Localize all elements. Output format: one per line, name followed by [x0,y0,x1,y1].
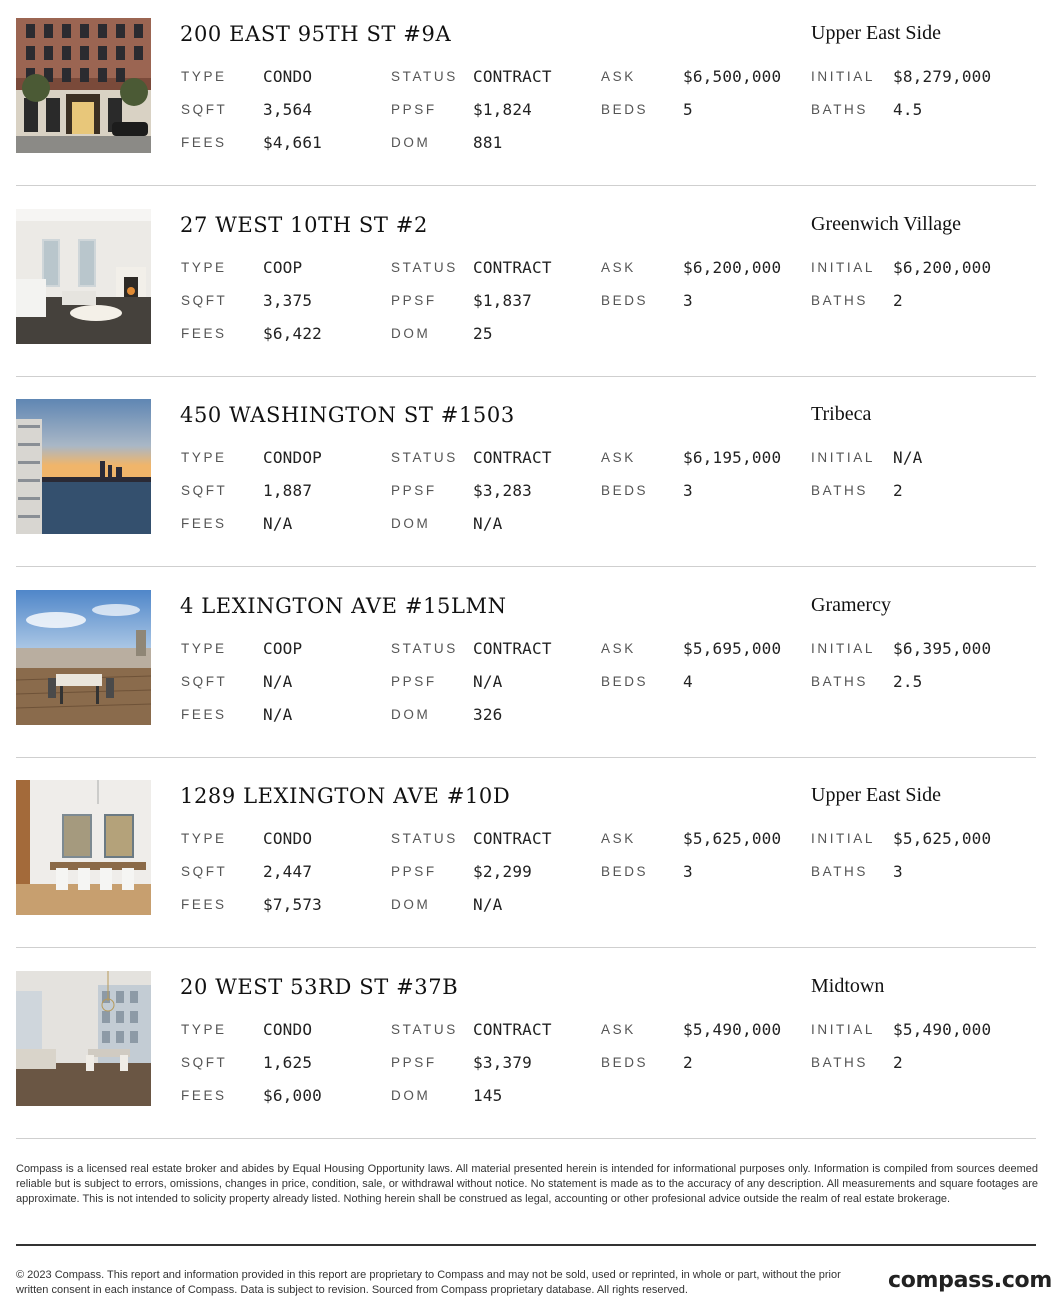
fees-label: FEES [181,707,227,722]
sqft-value: 2,447 [263,862,313,881]
listing-divider [16,947,1036,948]
beds-value: 4 [683,672,693,691]
listing-neighborhood: Tribeca [811,403,872,425]
baths-label: BATHS [811,102,869,117]
ppsf-value: $1,837 [473,291,532,310]
type-value: COOP [263,258,303,277]
listing-divider [16,757,1036,758]
ppsf-label: PPSF [391,483,437,498]
fees-label: FEES [181,1088,227,1103]
ask-value: $5,625,000 [683,829,782,848]
sqft-label: SQFT [181,864,228,879]
status-label: STATUS [391,641,458,656]
ask-label: ASK [601,69,636,84]
listing-card [16,209,1036,345]
status-label: STATUS [391,1022,458,1037]
beds-value: 5 [683,100,693,119]
dom-label: DOM [391,897,431,912]
beds-label: BEDS [601,1055,649,1070]
ppsf-value: $2,299 [473,862,532,881]
sqft-label: SQFT [181,483,228,498]
listing-address: 20 WEST 53RD ST #37B [180,975,459,999]
fees-label: FEES [181,516,227,531]
sqft-value: N/A [263,672,293,691]
sqft-label: SQFT [181,1055,228,1070]
dom-value: 145 [473,1086,503,1105]
type-label: TYPE [181,69,227,84]
listing-divider [16,185,1036,186]
footer-divider [16,1244,1036,1246]
dom-value: N/A [473,895,503,914]
dom-label: DOM [391,516,431,531]
status-label: STATUS [391,69,458,84]
ask-value: $6,500,000 [683,67,782,86]
type-value: CONDO [263,829,313,848]
fees-value: $4,661 [263,133,322,152]
initial-value: $5,625,000 [893,829,992,848]
fees-label: FEES [181,135,227,150]
status-value: CONTRACT [473,829,552,848]
listing-address: 4 LEXINGTON AVE #15LMN [180,594,507,618]
ppsf-value: $3,379 [473,1053,532,1072]
river-sunset-view-photo [16,399,151,534]
type-value: CONDO [263,67,313,86]
beds-value: 3 [683,291,693,310]
dining-room-photo [16,780,151,915]
ask-label: ASK [601,450,636,465]
baths-label: BATHS [811,293,869,308]
baths-value: 2.5 [893,672,923,691]
baths-value: 3 [893,862,903,881]
ask-label: ASK [601,1022,636,1037]
roof-terrace-photo [16,590,151,725]
listing-divider [16,1138,1036,1139]
initial-value: $6,395,000 [893,639,992,658]
listing-divider [16,566,1036,567]
ppsf-value: $3,283 [473,481,532,500]
listing-card [16,399,1036,535]
listing-address: 27 WEST 10TH ST #2 [180,213,428,237]
listing-card [16,971,1036,1107]
initial-label: INITIAL [811,260,875,275]
type-value: CONDO [263,1020,313,1039]
listing-card [16,590,1036,726]
type-label: TYPE [181,260,227,275]
baths-value: 2 [893,291,903,310]
beds-value: 2 [683,1053,693,1072]
sqft-value: 1,887 [263,481,313,500]
ask-label: ASK [601,831,636,846]
status-value: CONTRACT [473,67,552,86]
ask-value: $6,200,000 [683,258,782,277]
dom-label: DOM [391,707,431,722]
baths-label: BATHS [811,674,869,689]
listing-card [16,18,1036,154]
highrise-living-room-photo [16,971,151,1106]
type-label: TYPE [181,450,227,465]
beds-label: BEDS [601,293,649,308]
dom-value: 25 [473,324,493,343]
listing-neighborhood: Gramercy [811,594,891,616]
listing-neighborhood: Greenwich Village [811,213,962,235]
sqft-label: SQFT [181,293,228,308]
listing-address: 200 EAST 95TH ST #9A [180,22,452,46]
ppsf-value: N/A [473,672,503,691]
initial-label: INITIAL [811,69,875,84]
initial-value: N/A [893,448,923,467]
fees-label: FEES [181,326,227,341]
listing-divider [16,376,1036,377]
initial-label: INITIAL [811,1022,875,1037]
type-label: TYPE [181,641,227,656]
fees-value: $7,573 [263,895,322,914]
initial-label: INITIAL [811,450,875,465]
dom-value: N/A [473,514,503,533]
initial-label: INITIAL [811,641,875,656]
type-value: COOP [263,639,303,658]
compass-logo[interactable]: compass.com [888,1268,1052,1293]
type-label: TYPE [181,1022,227,1037]
listing-address: 1289 LEXINGTON AVE #10D [180,784,511,808]
listing-neighborhood: Upper East Side [811,22,941,44]
type-value: CONDOP [263,448,322,467]
dom-value: 326 [473,705,503,724]
ppsf-value: $1,824 [473,100,532,119]
baths-label: BATHS [811,483,869,498]
baths-label: BATHS [811,864,869,879]
initial-value: $8,279,000 [893,67,992,86]
beds-label: BEDS [601,674,649,689]
status-label: STATUS [391,831,458,846]
beds-label: BEDS [601,102,649,117]
sqft-value: 3,564 [263,100,313,119]
copyright-text: © 2023 Compass. This report and information provided in this report are proprietary to Compass and may not be sold, used or reprinted, in whole or part, without the prior written consent in each instance of Compass. Data is subject to revision. Sourced from Compass proprietary database. All rights reserved. [16,1269,841,1297]
building-exterior-photo [16,18,151,153]
initial-label: INITIAL [811,831,875,846]
status-value: CONTRACT [473,448,552,467]
fees-value: $6,000 [263,1086,322,1105]
dom-label: DOM [391,1088,431,1103]
baths-label: BATHS [811,1055,869,1070]
listing-address: 450 WASHINGTON ST #1503 [180,403,515,427]
beds-label: BEDS [601,864,649,879]
status-value: CONTRACT [473,258,552,277]
baths-value: 2 [893,481,903,500]
type-label: TYPE [181,831,227,846]
status-value: CONTRACT [473,1020,552,1039]
sqft-label: SQFT [181,674,228,689]
beds-value: 3 [683,862,693,881]
fees-value: $6,422 [263,324,322,343]
ppsf-label: PPSF [391,1055,437,1070]
initial-value: $5,490,000 [893,1020,992,1039]
ask-value: $5,695,000 [683,639,782,658]
fees-label: FEES [181,897,227,912]
sqft-value: 1,625 [263,1053,313,1072]
initial-value: $6,200,000 [893,258,992,277]
ppsf-label: PPSF [391,102,437,117]
sqft-value: 3,375 [263,291,313,310]
listing-card [16,780,1036,916]
status-label: STATUS [391,260,458,275]
ppsf-label: PPSF [391,293,437,308]
status-value: CONTRACT [473,639,552,658]
dom-label: DOM [391,135,431,150]
baths-value: 2 [893,1053,903,1072]
baths-value: 4.5 [893,100,923,119]
ppsf-label: PPSF [391,674,437,689]
white-living-room-photo [16,209,151,344]
ask-value: $6,195,000 [683,448,782,467]
fees-value: N/A [263,705,293,724]
ppsf-label: PPSF [391,864,437,879]
beds-label: BEDS [601,483,649,498]
beds-value: 3 [683,481,693,500]
dom-value: 881 [473,133,503,152]
ask-label: ASK [601,641,636,656]
listing-neighborhood: Midtown [811,975,885,997]
ask-label: ASK [601,260,636,275]
ask-value: $5,490,000 [683,1020,782,1039]
fees-value: N/A [263,514,293,533]
listing-neighborhood: Upper East Side [811,784,941,806]
disclaimer-text: Compass is a licensed real estate broker and abides by Equal Housing Opportunity laws. All material presented herein is intended for informational purposes only. Information is compiled from sources deemed reliable but is subject to errors, omissions, changes in price, condition, sale, or withdrawal without notice. No statement is made as to the accuracy of any description. All measurements and square footages are approximate. This is not intended to solicity property already listed. Nothing herein shall be construed as legal, accounting or other profesional advice outside the realm of real estate brokerage. [16,1163,1038,1206]
dom-label: DOM [391,326,431,341]
sqft-label: SQFT [181,102,228,117]
status-label: STATUS [391,450,458,465]
